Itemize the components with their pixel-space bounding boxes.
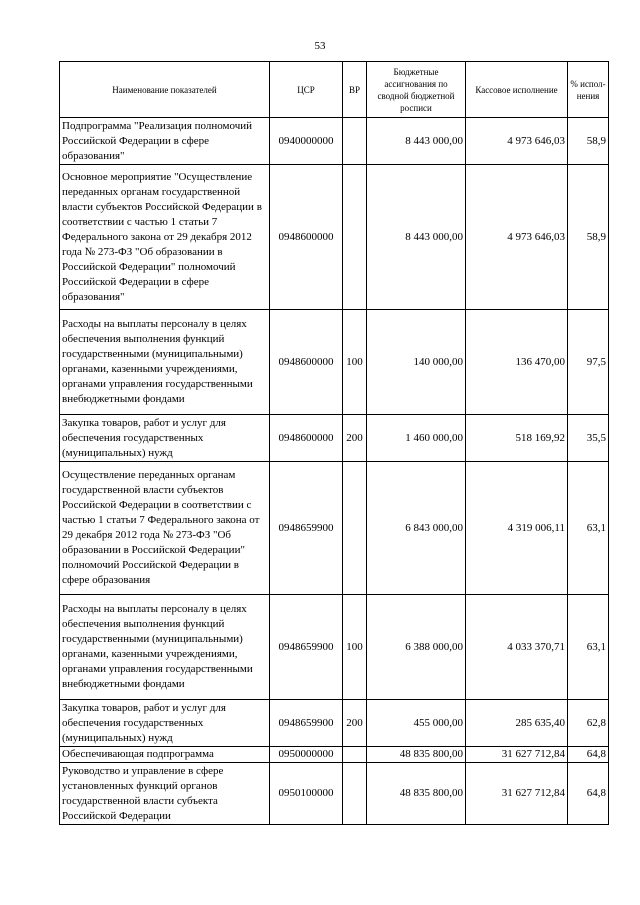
row-budget: 48 835 800,00 xyxy=(367,763,466,825)
page-number: 53 xyxy=(314,40,326,52)
row-csr: 0948659900 xyxy=(270,595,343,700)
row-name: Основное мероприятие "Осуществление переданных органам государственной власти субъектов Российской Федерации в соответствии с частью 1 статьи 7 Федерального закона от 29 декабря 2012 года № 273-ФЗ "Об образовании в Российской Федерации" полномочий Российской Федерации в сфере образования" xyxy=(60,165,270,310)
header-cash: Кассовое исполнение xyxy=(466,62,568,118)
row-vr xyxy=(343,763,367,825)
row-csr: 0948659900 xyxy=(270,462,343,595)
row-vr xyxy=(343,118,367,165)
row-name: Расходы на выплаты персоналу в целях обеспечения выполнения функций государственными (муниципальными) органами, казенными учреждениями, органами управления государственными внебюджетными фондами xyxy=(60,595,270,700)
row-percent: 58,9 xyxy=(568,118,609,165)
row-csr: 0948600000 xyxy=(270,310,343,415)
row-name: Обеспечивающая подпрограмма xyxy=(60,747,270,763)
header-percent: % испол-нения xyxy=(568,62,609,118)
row-csr: 0948600000 xyxy=(270,415,343,462)
row-cash: 136 470,00 xyxy=(466,310,568,415)
row-csr: 0948600000 xyxy=(270,165,343,310)
row-csr: 0948659900 xyxy=(270,700,343,747)
row-cash: 285 635,40 xyxy=(466,700,568,747)
row-cash: 518 169,92 xyxy=(466,415,568,462)
row-name: Расходы на выплаты персоналу в целях обеспечения выполнения функций государственными (муниципальными) органами, казенными учреждениями, органами управления государственными внебюджетными фондами xyxy=(60,310,270,415)
row-name: Закупка товаров, работ и услуг для обеспечения государственных (муниципальных) нужд xyxy=(60,700,270,747)
row-percent: 63,1 xyxy=(568,462,609,595)
row-cash: 4 973 646,03 xyxy=(466,165,568,310)
row-percent: 63,1 xyxy=(568,595,609,700)
table-row xyxy=(60,310,609,415)
row-vr xyxy=(343,462,367,595)
table-row xyxy=(60,462,609,595)
table-header-row xyxy=(60,62,609,118)
row-budget: 6 388 000,00 xyxy=(367,595,466,700)
table-row xyxy=(60,700,609,747)
row-vr xyxy=(343,165,367,310)
table-row xyxy=(60,165,609,310)
header-vr: ВР xyxy=(343,62,367,118)
table-row xyxy=(60,118,609,165)
row-percent: 64,8 xyxy=(568,747,609,763)
row-percent: 97,5 xyxy=(568,310,609,415)
row-vr: 100 xyxy=(343,310,367,415)
row-name: Руководство и управление в сфере установленных функций органов государственной власти субъекта Российской Федерации xyxy=(60,763,270,825)
row-cash: 4 033 370,71 xyxy=(466,595,568,700)
row-percent: 62,8 xyxy=(568,700,609,747)
budget-execution-table xyxy=(59,61,609,825)
row-csr: 0950100000 xyxy=(270,763,343,825)
row-vr xyxy=(343,747,367,763)
row-percent: 64,8 xyxy=(568,763,609,825)
table-row xyxy=(60,763,609,825)
row-csr: 0950000000 xyxy=(270,747,343,763)
row-budget: 48 835 800,00 xyxy=(367,747,466,763)
row-cash: 31 627 712,84 xyxy=(466,763,568,825)
row-percent: 58,9 xyxy=(568,165,609,310)
row-csr: 0940000000 xyxy=(270,118,343,165)
row-vr: 200 xyxy=(343,700,367,747)
row-vr: 200 xyxy=(343,415,367,462)
table-row xyxy=(60,595,609,700)
row-budget: 8 443 000,00 xyxy=(367,165,466,310)
row-name: Осуществление переданных органам государственной власти субъектов Российской Федерации в соответствии с частью 1 статьи 7 Федерального закона от 29 декабря 2012 года № 273-ФЗ "Об образовании в Российской Федерации" полномочий Российской Федерации в сфере образования xyxy=(60,462,270,595)
row-name: Закупка товаров, работ и услуг для обеспечения государственных (муниципальных) нужд xyxy=(60,415,270,462)
row-percent: 35,5 xyxy=(568,415,609,462)
table-row xyxy=(60,415,609,462)
header-name: Наименование показателей xyxy=(60,62,270,118)
row-vr: 100 xyxy=(343,595,367,700)
row-name: Подпрограмма "Реализация полномочий Российской Федерации в сфере образования" xyxy=(60,118,270,165)
row-budget: 8 443 000,00 xyxy=(367,118,466,165)
row-cash: 4 319 006,11 xyxy=(466,462,568,595)
row-cash: 31 627 712,84 xyxy=(466,747,568,763)
header-budget: Бюджетные ассигнования по сводной бюджетной росписи xyxy=(367,62,466,118)
row-budget: 455 000,00 xyxy=(367,700,466,747)
row-budget: 1 460 000,00 xyxy=(367,415,466,462)
table-row xyxy=(60,747,609,763)
row-budget: 6 843 000,00 xyxy=(367,462,466,595)
row-budget: 140 000,00 xyxy=(367,310,466,415)
header-csr: ЦСР xyxy=(270,62,343,118)
row-cash: 4 973 646,03 xyxy=(466,118,568,165)
